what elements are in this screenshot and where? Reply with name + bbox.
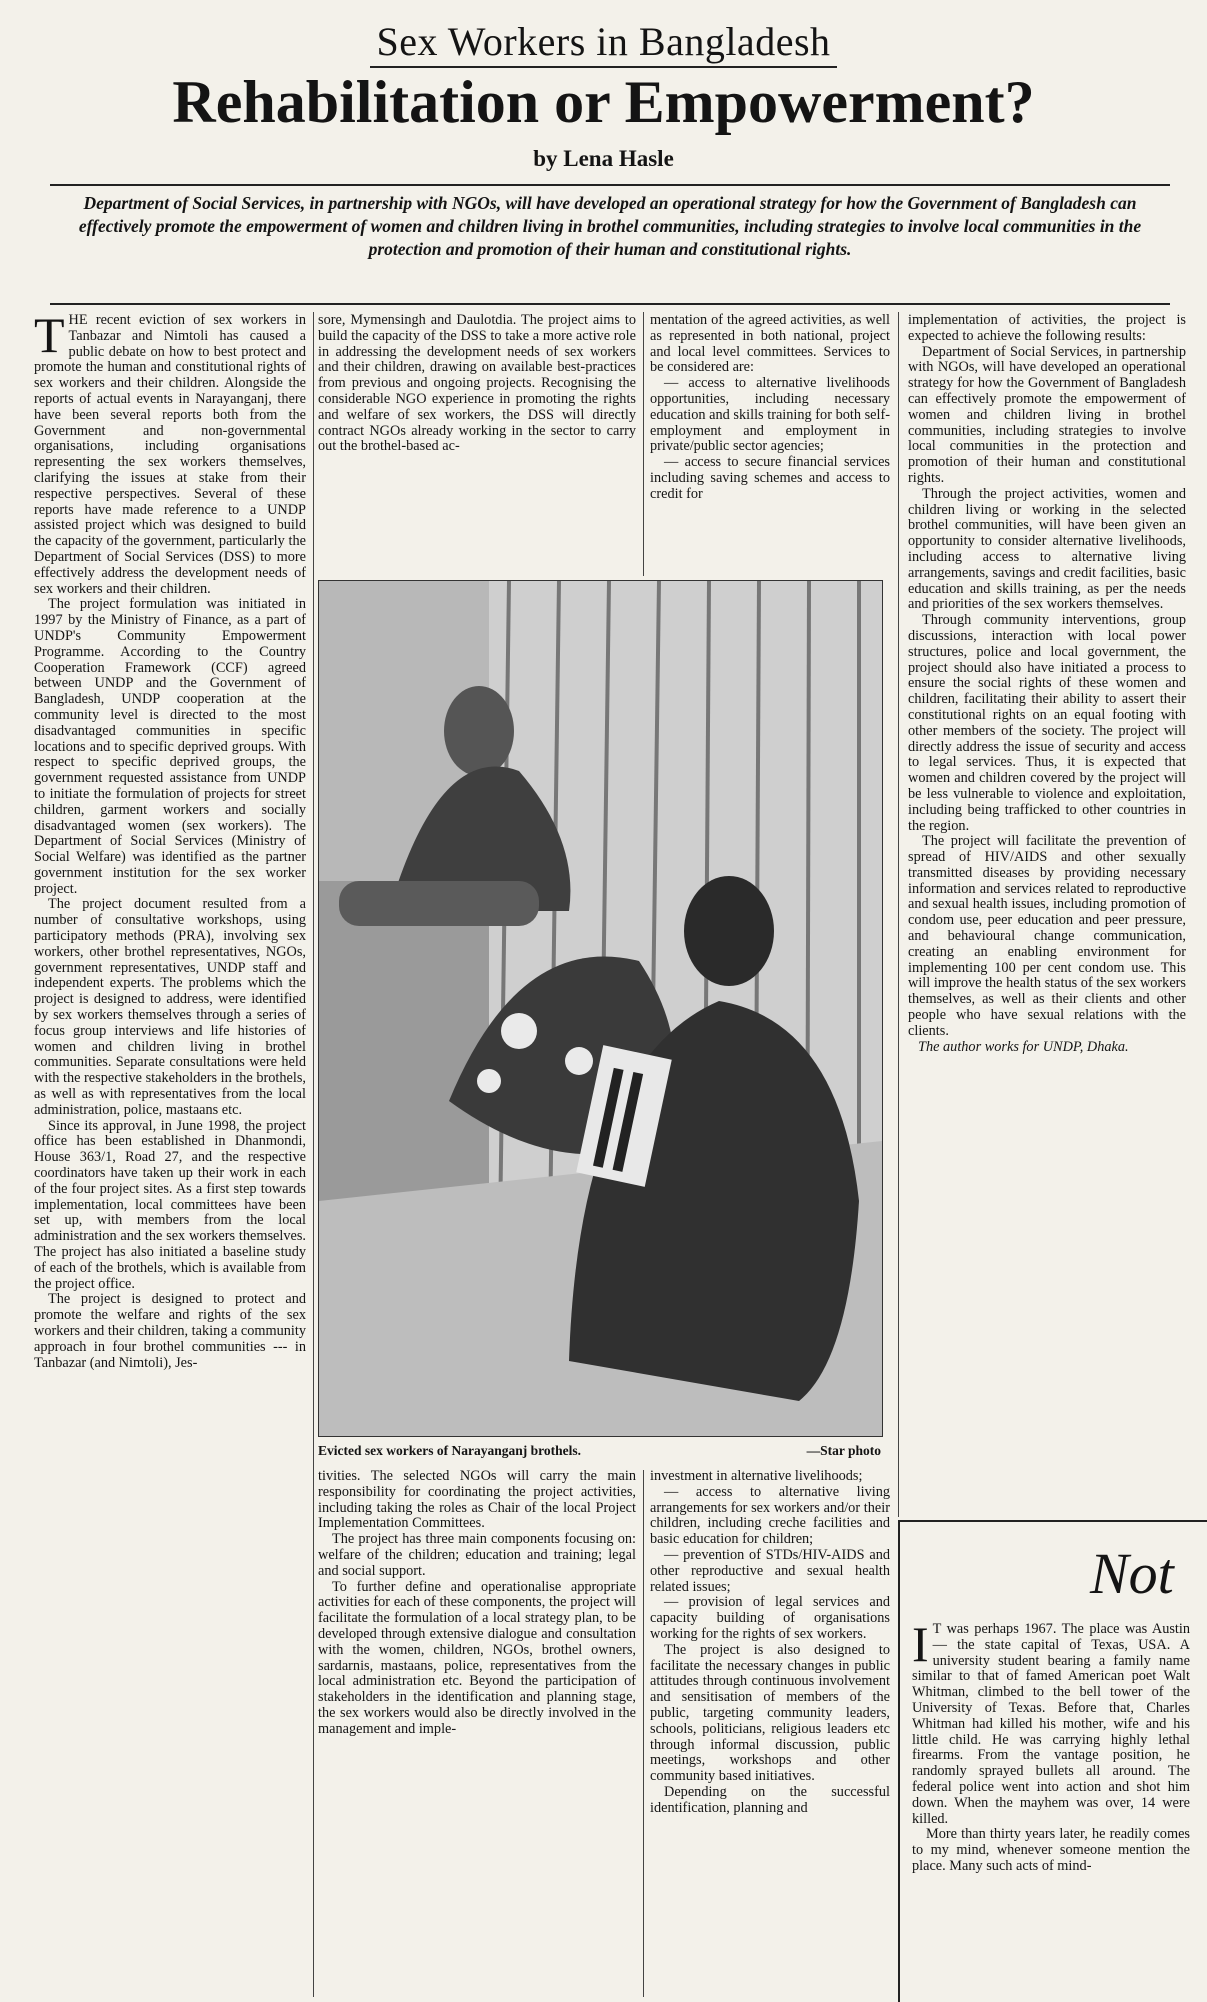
author-note-block bbox=[908, 1040, 1186, 1056]
sidebar-text bbox=[912, 1622, 1190, 1997]
col2-top-text: sore, Mymensingh and Daulotdia. The project aims to build the capacity of the DSS to take a more active role in addressing the development needs of sex workers and their children, drawing on available best-practices from previous and ongoing projects. Recognising the considerable NGO experience in promoting the rights and welfare of sex workers, the DSS will directly contract NGOs already working in the sector to carry out the brothel-based ac- bbox=[318, 313, 636, 455]
column-3-bottom bbox=[650, 1469, 890, 1997]
sidebar-headline: Not bbox=[1090, 1541, 1174, 1606]
col4-paragraph-2: Department of Social Services, in partnership with NGOs, will have developed an operational strategy for how the Government of Bangladesh can effectively promote the empowerment of women and children living in brothel communities, including strategies to involve local communities in the protection and promotion of their human and constitutional rights. bbox=[908, 343, 1186, 486]
col1-paragraph-3: The project document resulted from a number of consultative workshops, using participatory methods (PRA), involving sex workers, other brothel representatives, NGOs, government representatives, UNDP staff and independent experts. The problems which the project is designed to address, were identified by sex workers themselves through a series of focus group interviews and life histories of women and children living in brothel communities. Separate consultations were held with the respective stakeholders in the brothels, as well as with representatives from the local administration, police, mastaans etc. bbox=[34, 896, 306, 1118]
photo-image bbox=[319, 581, 882, 1436]
col1-paragraph-4: Since its approval, in June 1998, the project office has been established in Dhanmondi, House 363/1, Road 27, and the respective coordinators have taken up their work in each of the four project sites. As a first step towards implementation, local committees have been set up, with members from the local administration and the sex workers themselves. The project has also initiated a baseline study of each of the brothels, which is available from the project office. bbox=[34, 1117, 306, 1292]
col1-paragraph-1: THE recent eviction of sex workers in Tanbazar and Nimtoli has caused a public debate on how to best protect and promote the human and constitutional rights of sex workers and their children. Alongside the reports of actual events in Narayanganj, there have been several reports both from the Government and non-governmental organisations, including organisations representing the sex workers themselves, clarifying the issues at stake from their respective perspectives. Several of these reports have made reference to a UNDP assisted project which was designed to build the capacity of the government, particularly the Department of Social Services (DSS) to more effectively address the development needs of sex workers and their children. bbox=[34, 313, 306, 597]
dropcap: T bbox=[34, 313, 65, 363]
col4-paragraph-1: implementation of activities, the project is expected to achieve the following results: bbox=[908, 313, 1186, 344]
column-divider-2 bbox=[643, 312, 644, 576]
column-3-top bbox=[650, 313, 890, 575]
byline: by Lena Hasle bbox=[533, 146, 674, 171]
col4-paragraph-3: Through the project activities, women and children living or working in the selected brothel communities, will have been given an opportunity to consider alternative livelihoods, including access to alternative living arrangements, savings and credit facilities, basic education and skills training, as per the needs and priorities of the sex workers themselves. bbox=[908, 485, 1186, 613]
col1-paragraph-2: The project formulation was initiated in 1997 by the Ministry of Finance, as a part of UNDP's Community Empowerment Programme. According to the Country Cooperation Framework (CCF) agreed between UNDP and the Government of Bangladesh, UNDP cooperation at the community level is directed to the most disadvantaged communities in specific locations and to specific deprived groups. With respect to specific deprived groups, the government requested assistance from UNDP to initiate the formulation of projects for street children, garment workers and socially disadvantaged women (sex workers). The Department of Social Services (Ministry of Social Welfare) was identified as the partner government institution for the sex worker project. bbox=[34, 596, 306, 897]
sidebar-dropcap: I bbox=[912, 1622, 929, 1672]
news-photo bbox=[318, 580, 883, 1437]
headline: Rehabilitation or Empowerment? bbox=[172, 69, 1035, 135]
column-4 bbox=[908, 313, 1186, 1513]
photo-credit: —Star photo bbox=[806, 1443, 881, 1458]
column-divider-3 bbox=[643, 1470, 644, 1997]
col3-bottom-paragraph-2: — access to alternative living arrangements for sex workers and/or their children, including creche facilities and basic education for children; bbox=[650, 1483, 890, 1548]
column-1 bbox=[34, 313, 306, 1993]
col3-bottom-paragraph-1: investment in alternative livelihoods; bbox=[650, 1469, 863, 1484]
col2-bottom-paragraph-2: The project has three main components focusing on: welfare of the children; education and training; legal and social support. bbox=[318, 1531, 636, 1579]
author-note: The author works for UNDP, Dhaka. bbox=[918, 1038, 1129, 1055]
sidebar-paragraph-2: More than thirty years later, he readily comes to my mind, whenever someone mention the place. Many such acts of mind- bbox=[912, 1826, 1190, 1874]
column-divider-1 bbox=[313, 312, 314, 1997]
col4-paragraph-5: The project will facilitate the prevention of spread of HIV/AIDS and other sexually transmitted diseases by providing necessary information and services related to reproductive and sexual health issues, including promotion of condom use, peer education and peer pressure, and behavioural change communication, creating an enabling environment for implementing 100 per cent condom use. This will improve the health status of the sex workers themselves, as well as their clients and other people who have sexual relations with the clients. bbox=[908, 833, 1186, 1039]
col3-top-paragraph-2: — access to alternative livelihoods opportunities, including necessary education and skills training for both self-employment and employment in private/public sector agencies; bbox=[650, 375, 890, 455]
col3-top-paragraph-3: — access to secure financial services including saving schemes and access to credit for bbox=[650, 454, 890, 502]
col4-paragraph-4: Through community interventions, group discussions, interaction with local power structures, police and local government, the project should also have initiated a process to ensure the social rights of these women and children, facilitating their ability to assert their constitutional rights on an equal footing with other members of the society. The project will directly address the issue of security and access to legal services. Thus, it is expected that women and children covered by the project will be less vulnerable to violence and exploitation, including being trafficked to other countries in the region. bbox=[908, 612, 1186, 834]
sidebar-paragraph-1: I T was perhaps 1967. The place was Austin — the state capital of Texas, USA. A university student bearing a family name similar to that of famed American poet Walt Whitman, climbed to the bell tower of the University of Texas. Before that, Charles Whitman had killed his mother, wife and his little child. He was carrying highly lethal firearms. From the vantage position, he randomly sprayed bullets all around. The federal police went into action and shot him down. When the mayhem was over, 14 were killed. bbox=[912, 1622, 1190, 1827]
column-2-bottom bbox=[318, 1469, 636, 1997]
col3-top-paragraph-1: mentation of the agreed activities, as well as represented in both national, project and local level committees. Services to be considered are: bbox=[650, 313, 890, 376]
col3-bottom-paragraph-5: The project is also designed to facilitate the necessary changes in public attitudes through continuous involvement and sensitisation of members of the public, targeting community leaders, schools, politicians, religious leaders etc through informal discussion, public meetings, workshops and other community based initiatives. bbox=[650, 1641, 890, 1785]
col3-bottom-paragraph-6: Depending on the successful identification, planning and bbox=[650, 1783, 890, 1816]
deck-rule bbox=[50, 303, 1170, 305]
deck: Department of Social Services, in partnership with NGOs, will have developed an operational strategy for how the Government of Bangladesh can effectively promote the empowerment of women and children living in brothel communities, including strategies to involve local communities in the protection and promotion of their human and constitutional rights. bbox=[78, 193, 1142, 259]
column-2-top bbox=[318, 313, 636, 575]
col2-bottom-paragraph-1: tivities. The selected NGOs will carry the main responsibility for coordinating the project activities, including taking the roles as Chair of the local Project Implementation Committees. bbox=[318, 1469, 636, 1532]
photo-caption: Evicted sex workers of Narayanganj brothels. bbox=[318, 1443, 581, 1458]
col3-bottom-paragraph-3: — prevention of STDs/HIV-AIDS and other reproductive and sexual health related issues; bbox=[650, 1546, 890, 1595]
col2-bottom-paragraph-3: To further define and operationalise appropriate activities for each of these components, the project will facilitate the formulation of a local strategy plan, to be developed through extensive dialogue and consultation with the women, children, NGOs, brothel owners, sardarnis, mastaans, police, representatives from the local administration etc. Beyond the participation of stakeholders in the identification and planning stage, the sex workers would also be directly involved in the management and imple- bbox=[318, 1578, 636, 1737]
col3-bottom-paragraph-4: — provision of legal services and capacity building of organisations working for the rights of sex workers. bbox=[650, 1594, 890, 1642]
photo-caption-bar bbox=[318, 1443, 881, 1459]
col1-paragraph-5: The project is designed to protect and promote the welfare and rights of the sex workers and their children, taking a community approach in four brothel communities --- in Tanbazar (and Nimtoli), Jes- bbox=[34, 1291, 306, 1371]
top-rule bbox=[50, 184, 1170, 186]
column-divider-4 bbox=[898, 312, 899, 1517]
kicker: Sex Workers in Bangladesh bbox=[0, 18, 1207, 65]
